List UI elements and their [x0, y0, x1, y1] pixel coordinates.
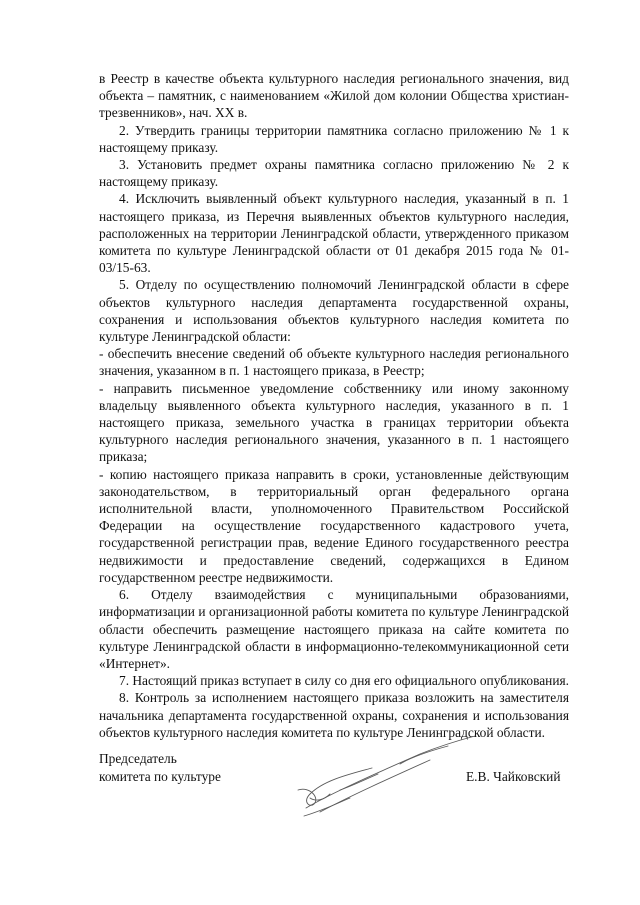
paragraph-item-5-bullet-3: - копию настоящего приказа направить в сроки, установленные действующим законодательством, в территориальный орган федерального органа исполнительной власти, уполномоченного Правительством Российской Федерации на осуществление государственного кадастрового учета, государственной регистрации прав, ведение Единого государственного реестра недвижимости и предоставление сведений, содержащихся в Едином государственном реестре недвижимости.	[99, 466, 569, 585]
paragraph-reestr-continuation: в Реестр в качестве объекта культурного наследия регионального значения, вид объекта – памятник, с наименованием «Жилой дом колонии Общества христиан-трезвенников», нач. XX в.	[99, 71, 569, 121]
signatory-title-line-1: Председатель	[99, 751, 177, 766]
signatory-name: Е.В. Чайковский	[466, 769, 561, 784]
paragraph-item-2: 2. Утвердить границы территории памятника согласно приложению № 1 к настоящему приказу.	[99, 122, 569, 155]
handwritten-signature	[280, 728, 480, 828]
paragraph-item-6: 6. Отделу взаимодействия с муниципальными образованиями, информатизации и организационной работы комитета по культуре Ленинградской области обеспечить размещение настоящего приказа на сайте комитета по культуре Ленинградской области в информационно-телекоммуникационной сети «Интернет».	[99, 587, 569, 671]
paragraph-item-3: 3. Установить предмет охраны памятника согласно приложению № 2 к настоящему приказу.	[99, 157, 569, 190]
paragraph-item-7: 7. Настоящий приказ вступает в силу со дня его официального опубликования.	[119, 673, 569, 689]
document-body	[99, 70, 569, 741]
signatory-title-line-2: комитета по культуре	[99, 769, 221, 784]
signatory-title	[99, 750, 221, 786]
paragraph-item-5-bullet-2: - направить письменное уведомление собственнику или иному законному владельцу выявленного объекта культурного наследия, указанного в п. 1 настоящего приказа, земельного участка в границах территории объекта культурного наследия регионального значения, указанного в п. 1 настоящего приказа;	[99, 380, 569, 465]
paragraph-item-4: 4. Исключить выявленный объект культурного наследия, указанный в п. 1 настоящего приказа, из Перечня выявленных объектов культурного наследия, расположенных на территории Ленинградской области, утвержденного приказом комитета по культуре Ленинградской области от 01 декабря 2015 года № 01-03/15-63.	[99, 191, 569, 276]
paragraph-item-5: 5. Отделу по осуществлению полномочий Ленинградской области в сфере объектов культурного наследия департамента государственной охраны, сохранения и использования объектов культурного наследия комитета по культуре Ленинградской области:	[99, 277, 569, 345]
paragraph-item-5-bullet-1: - обеспечить внесение сведений об объекте культурного наследия регионального значения, указанном в п. 1 настоящего приказа, в Реестр;	[99, 346, 569, 379]
paragraph-item-8: 8. Контроль за исполнением настоящего приказа возложить на заместителя начальника департамента государственной охраны, сохранения и использования объектов культурного наследия комитета по культуре Ленинградской области.	[99, 690, 569, 740]
